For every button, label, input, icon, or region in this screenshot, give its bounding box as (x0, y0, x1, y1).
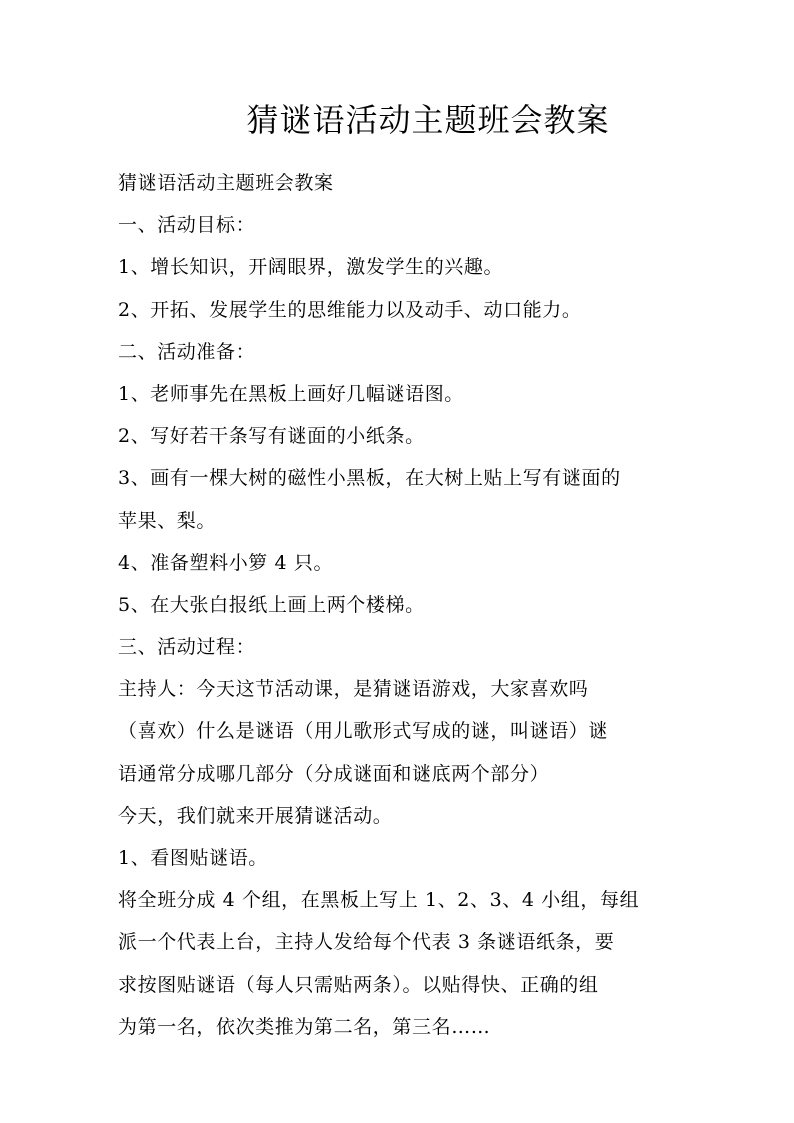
body-line: 语通常分成哪几部分（分成谜面和谜底两个部分） (118, 762, 550, 785)
body-line: 主持人：今天这节活动课，是猜谜语游戏，大家喜欢吗 (118, 678, 589, 701)
body-line: 三、活动过程： (118, 636, 256, 659)
body-line: 猜谜语活动主题班会教案 (118, 172, 334, 194)
body-line: 二、活动准备： (118, 340, 256, 363)
body-line: 1、老师事先在黑板上画好几幅谜语图。 (118, 382, 464, 405)
body-line: 1、看图贴谜语。 (118, 847, 268, 869)
body-line: 为第一名，依次类推为第二名，第三名…… (118, 1015, 491, 1038)
body-line: （喜欢）什么是谜语（用儿歌形式写成的谜，叫谜语）谜 (118, 720, 609, 743)
body-line: 将全班分成 4 个组，在黑板上写上 1、2、3、4 小组，每组 (118, 889, 640, 912)
body-line: 苹果、梨。 (118, 509, 217, 532)
body-line: 今天，我们就来开展猜谜活动。 (118, 804, 393, 827)
body-line: 4、准备塑料小箩 4 只。 (118, 551, 334, 574)
body-line: 3、画有一棵大树的磁性小黑板，在大树上贴上写有谜面的 (118, 467, 621, 490)
document-title: 猜谜语活动主题班会教案 (246, 101, 610, 139)
document-body (118, 162, 678, 1048)
body-line: 2、写好若干条写有谜面的小纸条。 (118, 425, 425, 448)
body-line: 派一个代表上台，主持人发给每个代表 3 条谜语纸条，要 (118, 931, 615, 954)
body-line: 5、在大张白报纸上画上两个楼梯。 (118, 593, 425, 616)
body-line: 2、开拓、发展学生的思维能力以及动手、动口能力。 (118, 298, 582, 321)
body-line: 求按图贴谜语（每人只需贴两条）。以贴得快、正确的组 (118, 973, 599, 996)
body-line: 一、活动目标： (118, 214, 256, 237)
body-line: 1、增长知识，开阔眼界，激发学生的兴趣。 (118, 256, 504, 279)
